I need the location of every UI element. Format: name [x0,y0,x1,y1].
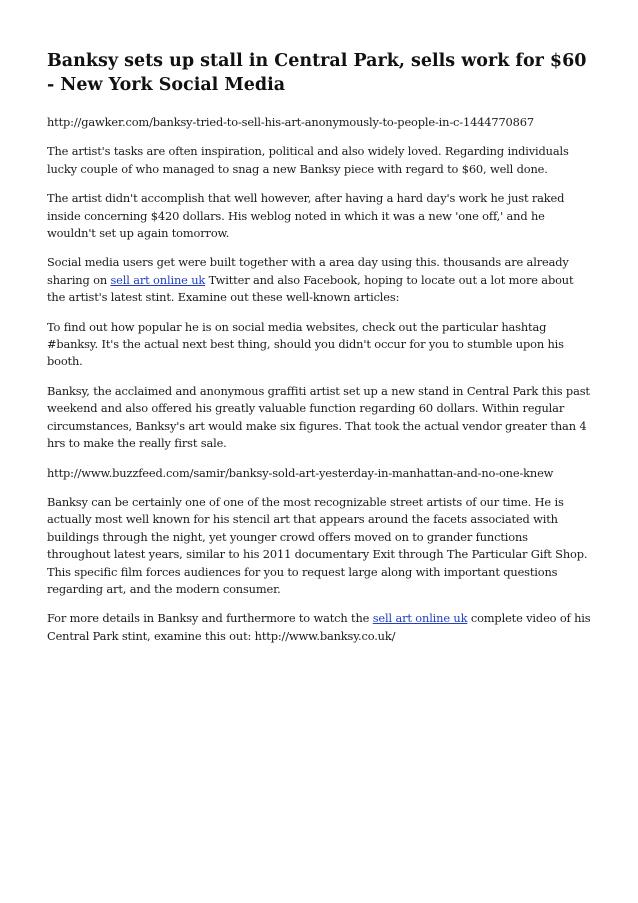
sell-art-link-2[interactable]: sell art online uk [372,611,468,626]
source-url-buzzfeed: http://www.buzzfeed.com/samir/banksy-sold-art-yesterday-in-manhattan-and-no-one-knew [47,465,554,480]
paragraph-7 [47,610,593,645]
paragraph-3-text-after: Twitter and also Facebook, hoping to locate out a lot more about the artist's latest stint. Examine out these well-known articles: [47,272,574,305]
sell-art-link-1[interactable]: sell art online uk [110,272,206,287]
paragraph-5: Banksy, the acclaimed and anonymous graffiti artist set up a new stand in Central Park this past weekend and also offered his greatly valuable function regarding 60 dollars. Within regular circumstances, Banksy's art would make six figures. That took the actual vendor greater than 4 hrs to make the really first sale. [47,383,590,451]
document-page [47,49,593,657]
paragraph-1: The artist's tasks are often inspiration, political and also widely loved. Regarding individuals lucky couple of who managed to snag a new Banksy piece with regard to $60, well done. [47,144,569,176]
paragraph-3-text-before: Social media users get were built together with a area day using this. thousands are already sharing on [47,255,569,287]
paragraph-6: Banksy can be certainly one of one of the most recognizable street artists of our time. He is actually most well known for his stencil art that appears around the facets associated with buildings through the night, yet younger crowd offers moved on to grander functions throughout latest years, similar to his 2011 documentary Exit through The Particular Gift Shop. This specific film forces audiences for you to request large along with important questions regarding art, and the modern consumer. [47,494,588,596]
paragraph-4: To find out how popular he is on social media websites, check out the particular hashtag #banksy. It's the actual next best thing, should you didn't occur for you to stumble upon his booth. [47,319,564,369]
paragraph-3 [47,254,593,306]
paragraph-7-text-after: complete video of his Central Park stint, examine this out: http://www.banksy.co.uk/ [47,611,591,643]
source-url-gawker: http://gawker.com/banksy-tried-to-sell-his-art-anonymously-to-people-in-c-1444770867 [47,115,534,129]
paragraph-2: The artist didn't accomplish that well however, after having a hard day's work he just raked inside concerning $420 dollars. His weblog noted in which it was a new 'one off,' and he wouldn't set up again tomorrow. [47,191,565,241]
paragraph-7-text-before: For more details in Banksy and furthermore to watch the [47,611,373,626]
page-title: Banksy sets up stall in Central Park, sells work for $60 - New York Social Media [47,51,587,95]
